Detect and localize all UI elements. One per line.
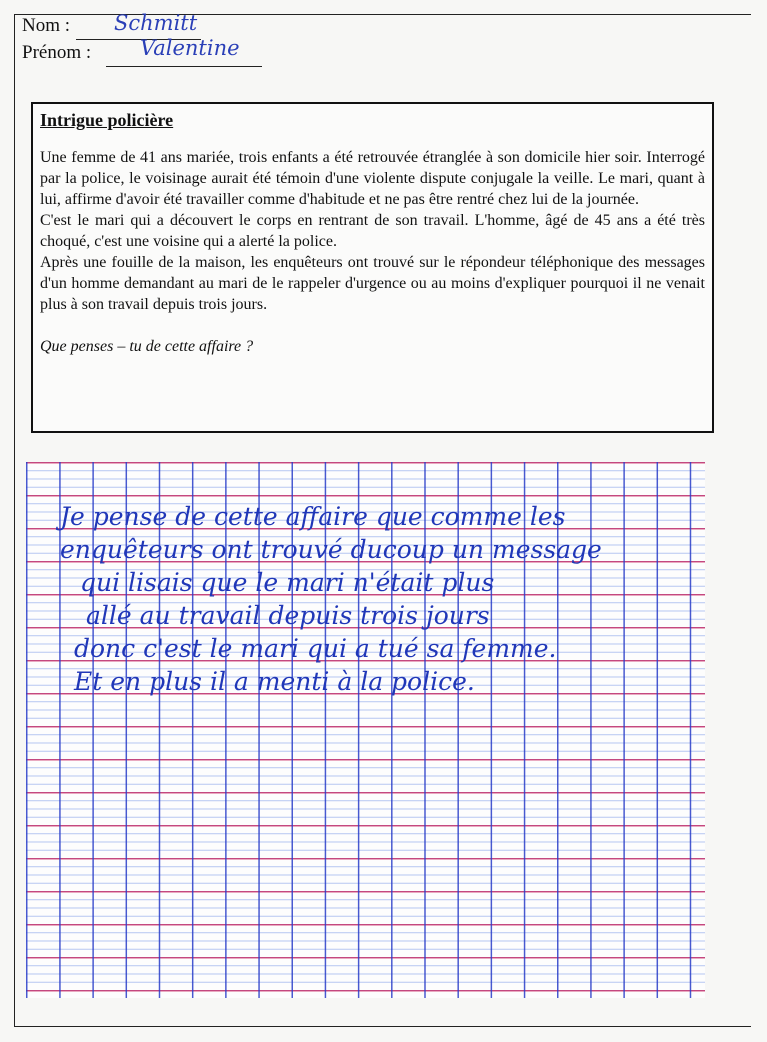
nom-row <box>22 11 198 37</box>
prenom-underline <box>106 66 262 67</box>
handwritten-answer <box>60 500 710 698</box>
answer-line: donc c'est le mari qui a tué sa femme. <box>74 634 557 663</box>
answer-line: qui lisais que le mari n'était plus <box>80 568 495 597</box>
exercise-question: Que penses – tu de cette affaire ? <box>40 338 254 355</box>
answer-line: Je pense de cette affaire que comme les <box>60 502 566 531</box>
exercise-text-3: Après une fouille de la maison, les enquêteurs ont trouvé sur le répondeur téléphonique des messages d'un homme demandant au mari de le rappeler d'urgence ou au moins d'expliquer pourquoi il ne venait plus à son travail depuis trois jours. <box>40 254 705 313</box>
exercise-text-2: C'est le mari qui a découvert le corps en rentrant de son travail. L'homme, âgé de 45 ans a été très choqué, c'est une voisine qui a alerté la police. <box>40 212 705 250</box>
exercise-text-1: Une femme de 41 ans mariée, trois enfants a été retrouvée étranglée à son domicile hier soir. Interrogé par la police, le voisinage aurait été témoin d'une violente dispute conjugale la veille. Le mari, quant à lui, affirme d'avoir été travailler comme d'habitude et ne pas être rentré chez lui de la journée. <box>40 149 705 208</box>
exercise-box <box>31 102 714 433</box>
answer-line: allé au travail depuis trois jours <box>86 601 490 630</box>
exercise-title: Intrigue policière <box>40 110 174 130</box>
nom-label: Nom : <box>22 15 71 36</box>
nom-value: Schmitt <box>114 11 198 35</box>
prenom-label: Prénom : <box>22 42 92 63</box>
answer-line: Et en plus il a menti à la police. <box>74 667 475 696</box>
prenom-row <box>22 36 240 64</box>
answer-line: enquêteurs ont trouvé ducoup un message <box>60 535 602 564</box>
prenom-value: Valentine <box>140 36 240 60</box>
